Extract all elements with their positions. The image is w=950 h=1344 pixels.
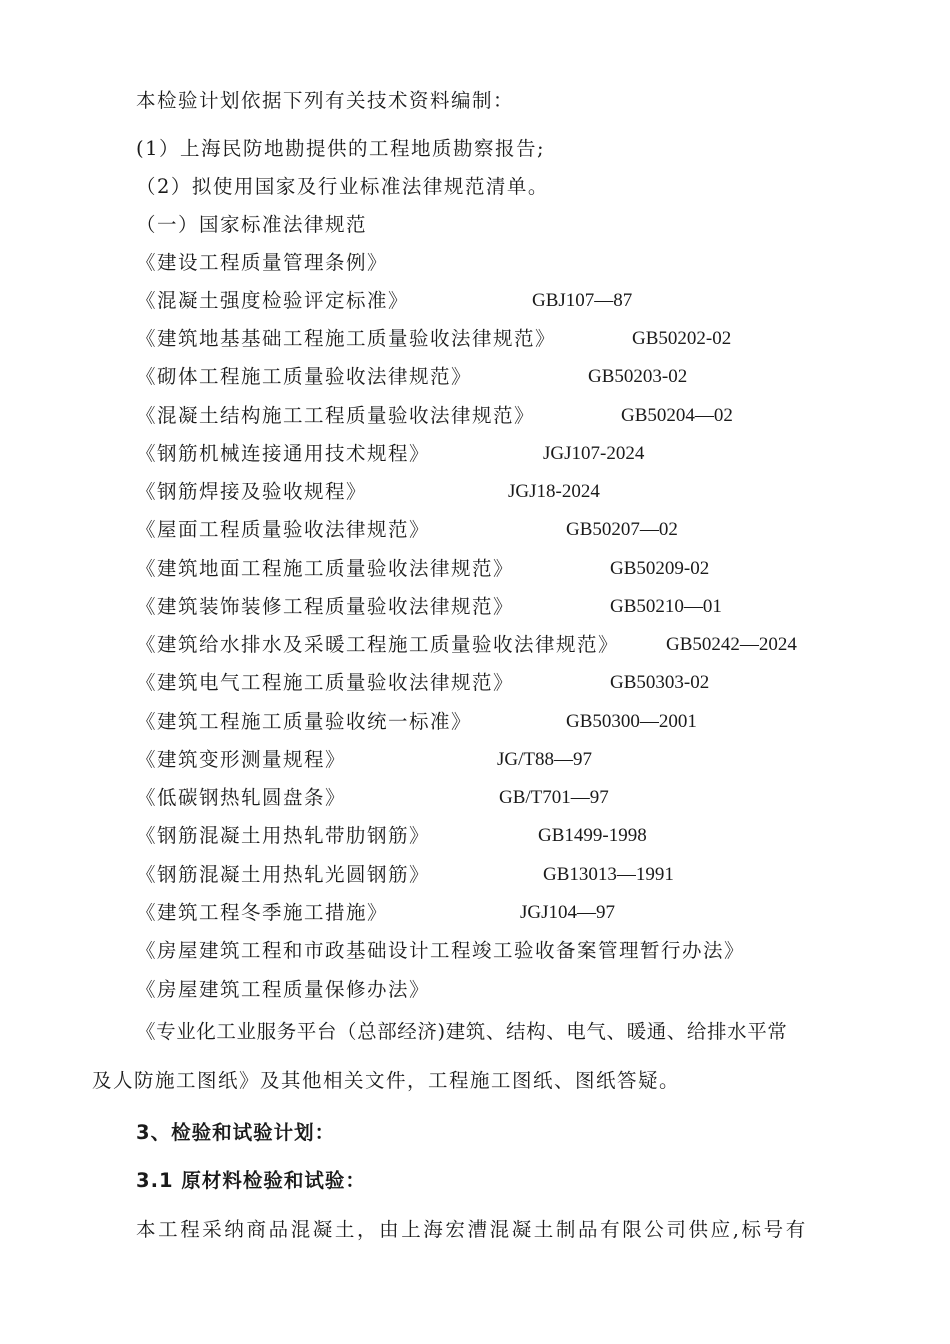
standard-code: GB50203-02 (588, 366, 688, 387)
standard-name: 《建筑装饰装修工程质量验收法律规范》 (136, 595, 515, 618)
standard-name: 《低碳钢热轧圆盘条》 (136, 786, 347, 809)
standard-code: GB50210—01 (610, 596, 722, 617)
standard-code: JGJ104—97 (520, 902, 616, 923)
standard-code: JGJ18-2024 (508, 481, 600, 502)
standard-code: GB1499-1998 (538, 825, 647, 846)
item-2: （2）拟使用国家及行业标准法律规范清单。 (136, 175, 549, 198)
standard-name: 《建筑给水排水及采暖工程施工质量验收法律规范》 (136, 633, 620, 656)
standard-name: 《建筑工程施工质量验收统一标准》 (136, 710, 473, 733)
standard-name: 《建筑电气工程施工质量验收法律规范》 (136, 671, 515, 694)
item-3-heading: （一）国家标准法律规范 (136, 213, 368, 236)
paragraph-line: 本工程采纳商品混凝土，由上海宏漕混凝土制品有限公司供应,标号有 (136, 1218, 808, 1241)
standard-code: GB50303-02 (610, 672, 710, 693)
standard-code: GB50207—02 (566, 519, 678, 540)
paragraph-line: 及人防施工图纸》及其他相关文件，工程施工图纸、图纸答疑。 (92, 1069, 681, 1092)
standard-name: 《房屋建筑工程和市政基础设计工程竣工验收备案管理暂行办法》 (136, 939, 746, 962)
intro-text: 本检验计划依据下列有关技术资料编制： (136, 89, 515, 112)
standard-name: 《混凝土强度检验评定标准》 (136, 289, 410, 312)
standard-code: GB/T701—97 (499, 787, 609, 808)
section-heading: 3、检验和试验计划： (136, 1121, 336, 1144)
subsection-heading: 3.1 原材料检验和试验： (136, 1169, 366, 1192)
standard-name: 《建筑工程冬季施工措施》 (136, 901, 389, 924)
standard-name: 《钢筋焊接及验收规程》 (136, 480, 368, 503)
standard-name: 《钢筋混凝土用热轧带肋钢筋》 (136, 824, 431, 847)
standard-code: GB50300—2001 (566, 711, 697, 732)
standard-name: 《屋面工程质量验收法律规范》 (136, 518, 431, 541)
standard-code: GB13013—1991 (543, 864, 674, 885)
standard-code: GB50242—2024 (666, 634, 797, 655)
standard-code: GBJ107—87 (532, 290, 633, 311)
standard-name: 《钢筋混凝土用热轧光圆钢筋》 (136, 863, 431, 886)
standard-name: 《钢筋机械连接通用技术规程》 (136, 442, 431, 465)
standard-name: 《砌体工程施工质量验收法律规范》 (136, 365, 473, 388)
standard-name: 《建筑变形测量规程》 (136, 748, 347, 771)
standard-code: GB50202-02 (632, 328, 732, 349)
paragraph-line: 《专业化工业服务平台（总部经济)建筑、结构、电气、暖通、给排水平常 (136, 1020, 788, 1043)
standard-name: 《混凝土结构施工工程质量验收法律规范》 (136, 404, 536, 427)
standard-name: 《建筑地面工程施工质量验收法律规范》 (136, 557, 515, 580)
standard-name: 《建筑地基基础工程施工质量验收法律规范》 (136, 327, 557, 350)
standard-name: 《建设工程质量管理条例》 (136, 251, 389, 274)
standard-code: GB50204—02 (621, 405, 733, 426)
item-1: (1）上海民防地勘提供的工程地质勘察报告; (136, 137, 546, 160)
standard-name: 《房屋建筑工程质量保修办法》 (136, 978, 431, 1001)
standard-code: JGJ107-2024 (543, 443, 645, 464)
standard-code: GB50209-02 (610, 558, 710, 579)
standard-code: JG/T88—97 (497, 749, 592, 770)
